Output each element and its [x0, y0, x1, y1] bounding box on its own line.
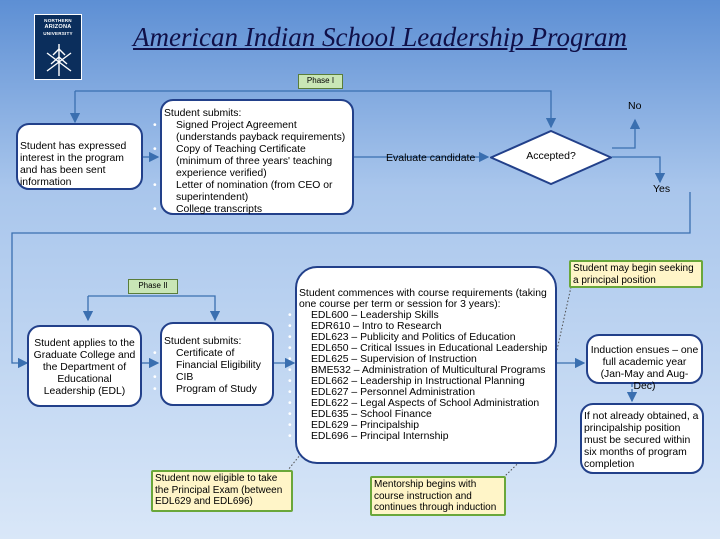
list-item: • EDL629 – Principalship — [299, 420, 553, 431]
phase-1-submits-title: Student submits: — [164, 108, 242, 119]
exam-note: Student now eligible to take the Principal Exam (between EDL629 and EDL696) — [151, 470, 293, 512]
induction-box — [586, 334, 703, 392]
list-item: • Copy of Teaching Certificate (minimum of three years' teaching experience verified) — [164, 144, 350, 180]
list-item: • EDL635 – School Finance — [299, 409, 553, 420]
logo-line-2: ARIZONA — [44, 24, 72, 30]
list-item: • EDR610 – Intro to Research — [299, 321, 553, 332]
list-item: • EDL622 – Legal Aspects of School Administration — [299, 398, 553, 409]
page-title: American Indian School Leadership Program — [133, 22, 627, 52]
principalship-box — [580, 403, 704, 474]
list-item: • Signed Project Agreement (understands payback requirements) — [164, 120, 350, 144]
accepted-decision — [490, 130, 612, 185]
interest-box — [16, 123, 143, 190]
list-item: • EDL627 – Personnel Administration — [299, 387, 553, 398]
course-list — [299, 310, 553, 442]
applies-text: Student applies to the Graduate College and the Department of Educational Leadership (EDL) — [33, 338, 136, 397]
no-label: No — [628, 100, 642, 112]
evaluate-label: Evaluate candidate — [386, 152, 476, 164]
phase-1-submits-list — [164, 120, 350, 216]
mentorship-note: Mentorship begins with course instruction and continues through induction — [370, 476, 506, 516]
accepted-label: Accepted? — [526, 150, 576, 162]
phase-2-submits-list — [164, 348, 270, 396]
principalship-text: If not already obtained, a principalship position must be secured within six months of program completion — [584, 411, 699, 470]
induction-text: Induction ensues – one full academic year (Jan-May and Aug-Dec) — [590, 345, 699, 392]
seeking-note: Student may begin seeking a principal position — [569, 260, 703, 288]
list-item: • EDL600 – Leadership Skills — [299, 310, 553, 321]
list-item: • EDL623 – Publicity and Politics of Education — [299, 332, 553, 343]
phase-1-submits-box — [160, 99, 354, 215]
phase-2-submits-box — [160, 322, 274, 406]
applies-box — [27, 325, 142, 407]
logo-line-3: UNIVERSITY — [43, 31, 73, 36]
list-item: • EDL662 – Leadership in Instructional Planning — [299, 376, 553, 387]
list-item: • Certificate of Financial Eligibility — [164, 348, 270, 372]
list-item: • College transcripts — [164, 204, 350, 216]
list-item: • EDL625 – Supervision of Instruction — [299, 354, 553, 365]
list-item: • Letter of nomination (from CEO or superintendent) — [164, 180, 350, 204]
phase-1-tag: Phase I — [298, 74, 343, 89]
list-item: • CIB — [164, 372, 270, 384]
list-item: • EDL696 – Principal Internship — [299, 431, 553, 442]
courses-box — [295, 266, 557, 464]
courses-intro: Student commences with course requirements (taking one course per term or session for 3 years): — [299, 288, 547, 310]
list-item: • BME532 – Administration of Multicultural Programs — [299, 365, 553, 376]
list-item: • Program of Study — [164, 384, 270, 396]
yes-label: Yes — [653, 183, 671, 195]
phase-2-submits-title: Student submits: — [164, 336, 242, 347]
interest-text: Student has expressed interest in the program and has been sent information — [20, 141, 127, 188]
phase-2-tag: Phase II — [128, 279, 178, 294]
logo-line-1: NORTHERN — [44, 18, 72, 23]
list-item: • EDL650 – Critical Issues in Educational Leadership — [299, 343, 553, 354]
